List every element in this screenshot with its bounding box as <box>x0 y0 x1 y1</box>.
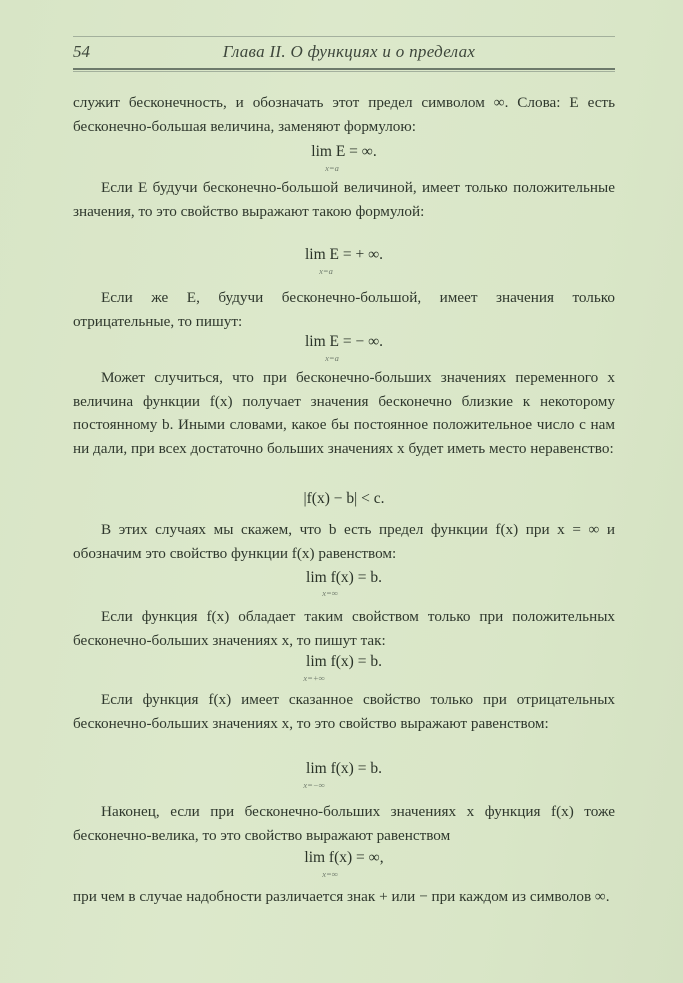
page-number: 54 <box>73 42 90 61</box>
formula-3-subscript: x=a <box>325 353 339 363</box>
paragraph-5: В этих случаях мы скажем, что b есть предел функции f(x) при x = ∞ и обозначим это свойство функции f(x) равенством: <box>73 521 615 562</box>
running-head: Глава II. О функциях и о пределах <box>222 42 476 61</box>
paragraph-6: Если функция f(x) обладает таким свойством только при положительных бесконечно-больших значениях x, то пишут так: <box>73 608 615 649</box>
formula-4-inequality: |f(x) − b| < c. <box>303 490 385 507</box>
formula-5-subscript: x=∞ <box>322 588 338 598</box>
paragraph-1: служит бесконечность, и обозначать этот предел символом ∞. Слова: E есть бесконечно-большая величина, заменяют формулою: <box>73 94 615 135</box>
formula-1-subscript: x=a <box>325 163 339 173</box>
page-header <box>73 42 615 64</box>
paragraph-4: Может случиться, что при бесконечно-больших значениях переменного x величина функции f(x) получает значения бесконечно близкие к некоторому постоянному b. Иными словами, какое бы постоянное положительное число c нам ни дали, при всех достаточно больших значениях x будет иметь место неравенство: <box>73 369 615 457</box>
paragraph-9: при чем в случае надобности различается знак + или − при каждом из символов ∞. <box>73 888 610 905</box>
paragraph-7: Если функция f(x) имеет сказанное свойство только при отрицательных бесконечно-больших значениях x, то это свойство выражают равенством: <box>73 691 615 732</box>
formula-7-subscript: x=−∞ <box>303 780 325 790</box>
paragraph-8: Наконец, если при бесконечно-больших значениях x функция f(x) тоже бесконечно-велика, то это свойство выражают равенством <box>73 803 615 844</box>
paragraph-2: Если E будучи бесконечно-большой величиной, имеет только положительные значения, то это свойство выражают такою формулой: <box>73 179 615 220</box>
formula-6-subscript: x=+∞ <box>303 673 325 683</box>
header-bottom-rule <box>73 68 615 70</box>
formula-5: lim f(x) = b. <box>306 569 382 586</box>
formula-8: lim f(x) = ∞, <box>304 849 384 866</box>
formula-2: lim E = + ∞. <box>304 246 384 263</box>
paragraph-3: Если же E, будучи бесконечно-большой, имеет значения только отрицательные, то пишут: <box>73 289 615 330</box>
formula-6: lim f(x) = b. <box>306 653 382 670</box>
formula-7: lim f(x) = b. <box>306 760 382 777</box>
header-bottom-rule-thin <box>73 71 615 72</box>
formula-2-subscript: x=a <box>319 266 333 276</box>
formula-3: lim E = − ∞. <box>304 333 384 350</box>
formula-8-subscript: x=∞ <box>322 869 338 879</box>
header-top-rule <box>73 36 615 37</box>
formula-1: lim E = ∞. <box>311 143 377 160</box>
